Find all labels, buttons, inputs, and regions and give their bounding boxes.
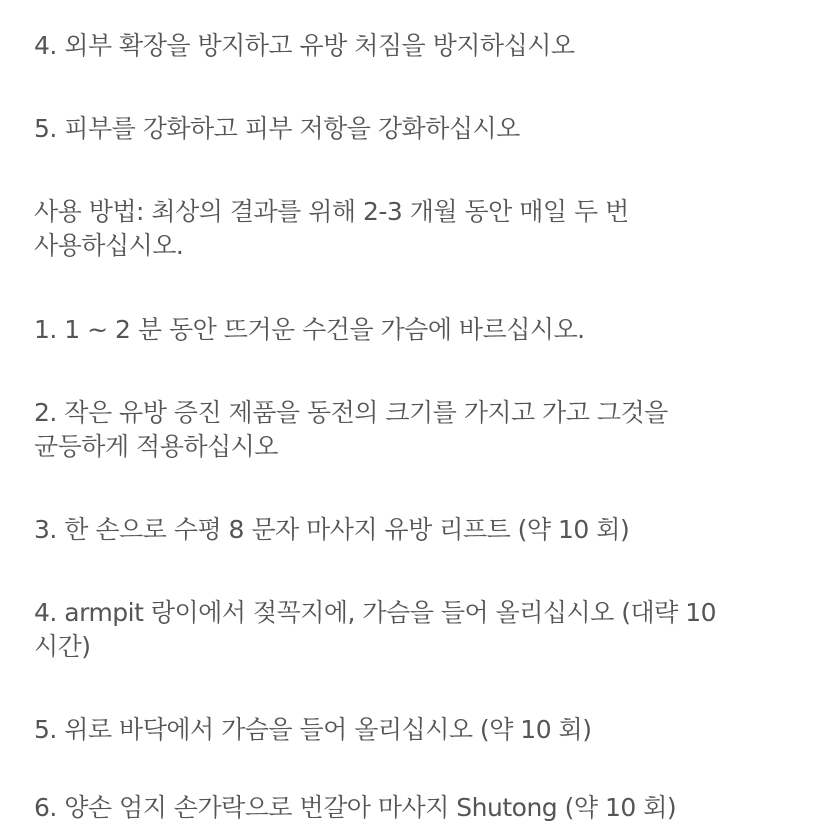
paragraph-step-4-prevent-sagging <box>34 29 575 63</box>
text-line: 2. 작은 유방 증진 제품을 동전의 크기를 가지고 가고 그것을 <box>34 398 668 427</box>
text-line: 4. armpit 랑이에서 젖꼭지에, 가슴을 들어 올리십시오 (대략 10 <box>34 598 717 627</box>
paragraph-usage-step-5 <box>34 713 591 747</box>
paragraph-usage-step-4 <box>34 596 716 664</box>
text-line: 균등하게 적용하십시오 <box>34 432 278 461</box>
text-line: 시간) <box>34 632 91 661</box>
paragraph-usage-step-1 <box>34 313 585 347</box>
paragraph-usage-method <box>34 195 629 263</box>
text-line: 3. 한 손으로 수평 8 문자 마사지 유방 리프트 (약 10 회) <box>34 515 630 544</box>
text-line: 1. 1 ~ 2 분 동안 뜨거운 수건을 가슴에 바르십시오. <box>34 315 585 344</box>
text-line: 5. 피부를 강화하고 피부 저항을 강화하십시오 <box>34 114 520 143</box>
paragraph-usage-step-3 <box>34 513 629 547</box>
text-line: 사용하십시오. <box>34 231 184 260</box>
paragraph-usage-step-6 <box>34 791 676 825</box>
text-line: 4. 외부 확장을 방지하고 유방 처짐을 방지하십시오 <box>34 31 575 60</box>
paragraph-step-5-strengthen-skin <box>34 112 520 146</box>
paragraph-usage-step-2 <box>34 396 668 464</box>
text-line: 5. 위로 바닥에서 가슴을 들어 올리십시오 (약 10 회) <box>34 715 592 744</box>
text-line: 6. 양손 엄지 손가락으로 번갈아 마사지 Shutong (약 10 회) <box>34 793 677 822</box>
text-line: 사용 방법: 최상의 결과를 위해 2-3 개월 동안 매일 두 번 <box>34 197 629 226</box>
